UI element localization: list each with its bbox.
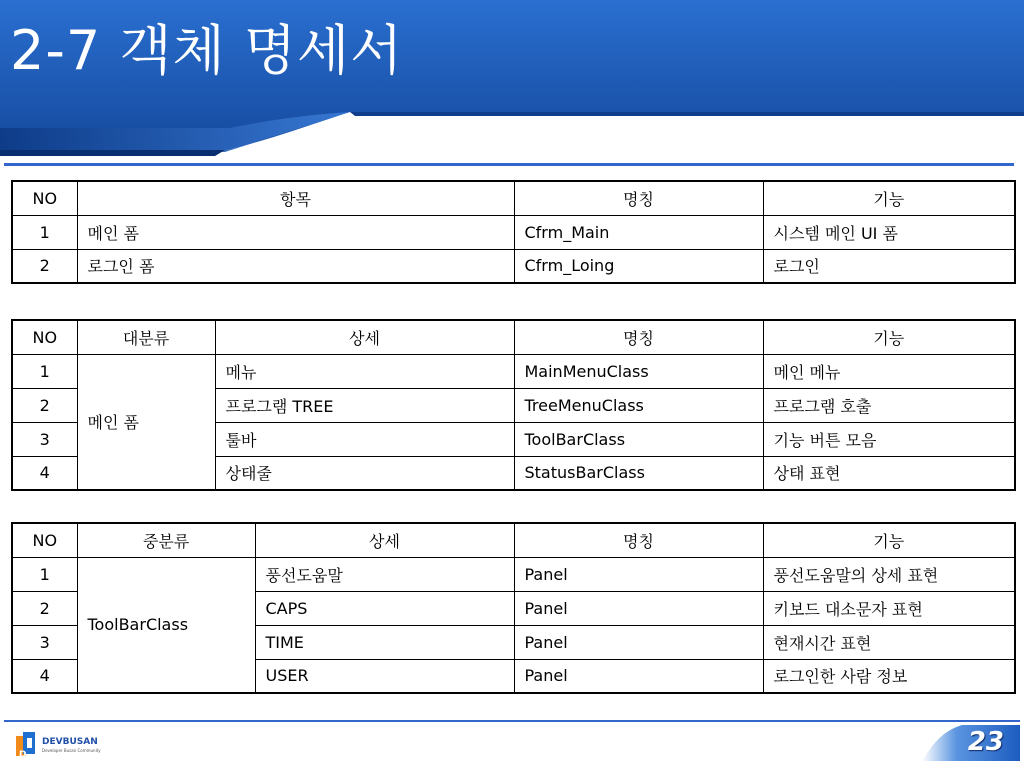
svg-text:D: D [19, 750, 27, 760]
table-header-row [12, 320, 1015, 354]
cell-subcategory: ToolBarClass [77, 557, 255, 693]
header-detail: 상세 [255, 523, 514, 557]
cell-function: 시스템 메인 UI 폼 [763, 215, 1015, 249]
main-form-spec-table [11, 319, 1016, 491]
cell-name: Cfrm_Loing [514, 249, 763, 283]
logo-name: DEVBUSAN [42, 737, 98, 747]
cell-function: 로그인 [763, 249, 1015, 283]
cell-detail: 풍선도움말 [255, 557, 514, 591]
cell-no: 2 [12, 388, 77, 422]
cell-name: TreeMenuClass [514, 388, 763, 422]
logo-tagline: Developer Busan Community [42, 748, 101, 753]
cell-no: 2 [12, 249, 77, 283]
cell-function: 메인 메뉴 [763, 354, 1015, 388]
cell-name: Panel [514, 557, 763, 591]
header-category: 대분류 [77, 320, 215, 354]
header-name: 명칭 [514, 181, 763, 215]
cell-function: 프로그램 호출 [763, 388, 1015, 422]
toolbar-spec-table [11, 522, 1016, 694]
cell-detail: CAPS [255, 591, 514, 625]
table-header-row [12, 523, 1015, 557]
cell-no: 2 [12, 591, 77, 625]
cell-detail: USER [255, 659, 514, 693]
page-number: 23 [967, 727, 1004, 757]
cell-name: Cfrm_Main [514, 215, 763, 249]
cell-no: 3 [12, 422, 77, 456]
cell-name: ToolBarClass [514, 422, 763, 456]
slide-title: 2-7 객체 명세서 [10, 19, 404, 82]
cell-item: 로그인 폼 [77, 249, 514, 283]
cell-detail: 프로그램 TREE [215, 388, 514, 422]
cell-no: 3 [12, 625, 77, 659]
header-function: 기능 [763, 320, 1015, 354]
cell-function: 현재시간 표현 [763, 625, 1015, 659]
header-item: 항목 [77, 181, 514, 215]
header-subcategory: 중분류 [77, 523, 255, 557]
header-no: NO [12, 181, 77, 215]
table-row [12, 249, 1015, 283]
cell-function: 상태 표현 [763, 456, 1015, 490]
cell-detail: 툴바 [215, 422, 514, 456]
header-no: NO [12, 523, 77, 557]
cell-item: 메인 폼 [77, 215, 514, 249]
cell-function: 키보드 대소문자 표현 [763, 591, 1015, 625]
cell-detail: TIME [255, 625, 514, 659]
header-detail: 상세 [215, 320, 514, 354]
header-name: 명칭 [514, 320, 763, 354]
header-no: NO [12, 320, 77, 354]
table-row [12, 354, 1015, 388]
cell-function: 로그인한 사람 정보 [763, 659, 1015, 693]
cell-function: 풍선도움말의 상세 표현 [763, 557, 1015, 591]
cell-no: 4 [12, 659, 77, 693]
cell-name: StatusBarClass [514, 456, 763, 490]
header-name: 명칭 [514, 523, 763, 557]
table-header-row [12, 181, 1015, 215]
item-spec-table [11, 180, 1016, 284]
cell-no: 1 [12, 354, 77, 388]
cell-function: 기능 버튼 모음 [763, 422, 1015, 456]
footer-divider [4, 720, 1020, 722]
header-function: 기능 [763, 523, 1015, 557]
table-row [12, 557, 1015, 591]
cell-detail: 메뉴 [215, 354, 514, 388]
cell-name: MainMenuClass [514, 354, 763, 388]
cell-category: 메인 폼 [77, 354, 215, 490]
cell-name: Panel [514, 625, 763, 659]
header-function: 기능 [763, 181, 1015, 215]
cell-no: 1 [12, 215, 77, 249]
table-row [12, 215, 1015, 249]
cell-no: 1 [12, 557, 77, 591]
cell-name: Panel [514, 591, 763, 625]
cell-name: Panel [514, 659, 763, 693]
title-divider [4, 163, 1014, 166]
cell-no: 4 [12, 456, 77, 490]
cell-detail: 상태줄 [215, 456, 514, 490]
